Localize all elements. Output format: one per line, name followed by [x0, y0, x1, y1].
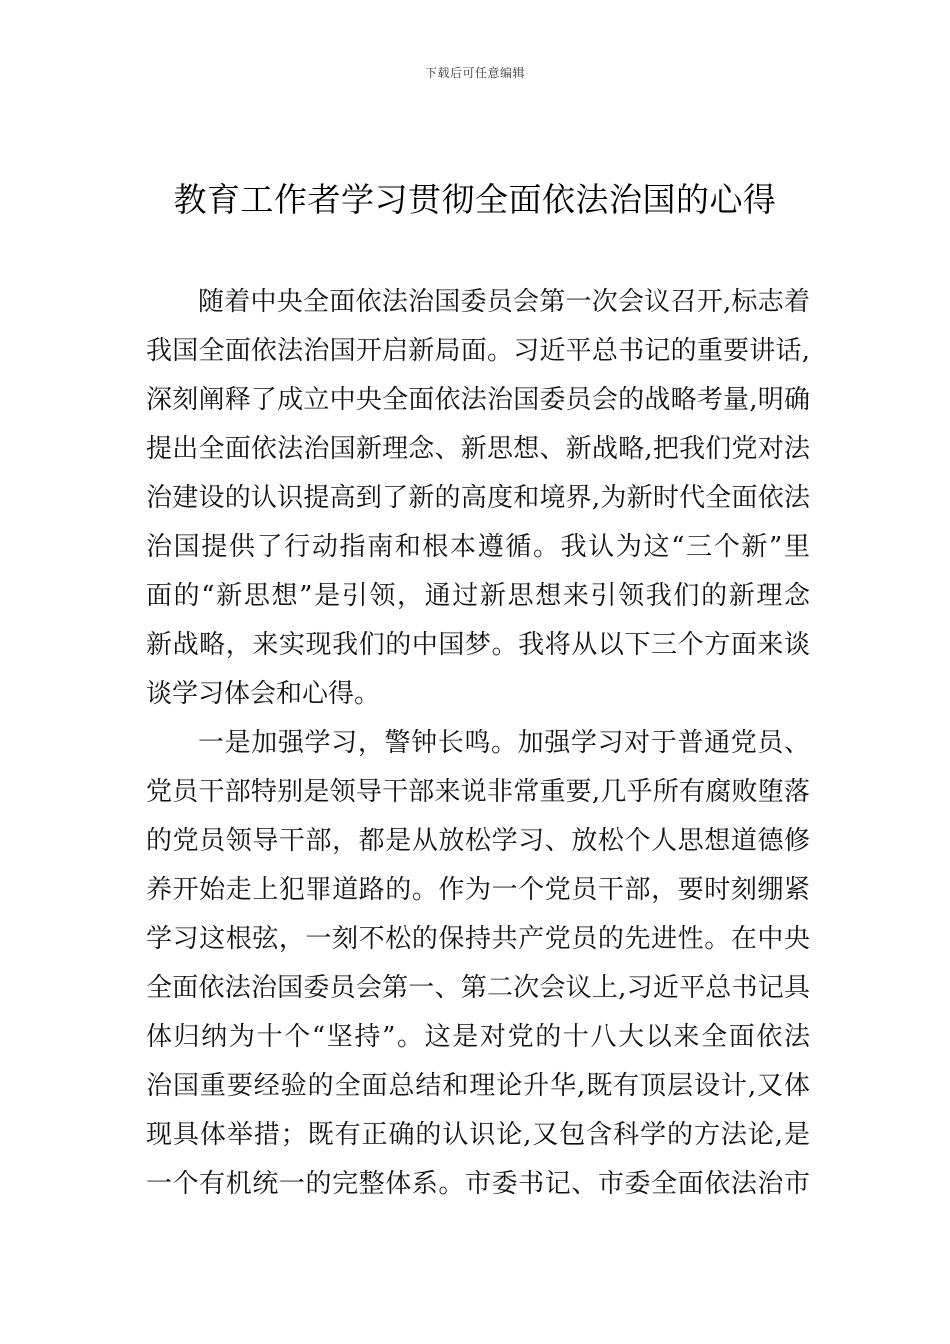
- paragraph-line: 新战略，来实现我们的中国梦。我将从以下三个方面来谈: [146, 630, 810, 660]
- paragraph-2: [146, 719, 810, 1209]
- document-title: 教育工作者学习贯彻全面依法治国的心得: [173, 180, 777, 219]
- paragraph-line: 谈学习体会和心得。: [146, 679, 381, 709]
- paragraph-line: 治国提供了行动指南和根本遵循。我认为这“三个新”里: [146, 532, 810, 562]
- paragraph-line: 一是加强学习，警钟长鸣。加强学习对于普通党员、: [198, 728, 810, 758]
- paragraph-line: 面的“新思想”是引领，通过新思想来引领我们的新理念: [146, 581, 810, 611]
- paragraph-line: 现具体举措；既有正确的认识论,又包含科学的方法论,是: [146, 1120, 810, 1150]
- paragraph-line: 学习这根弦，一刻不松的保持共产党员的先进性。在中央: [146, 924, 810, 954]
- header-note: 下载后可任意编辑: [424, 66, 525, 80]
- paragraph-line: 党员干部特别是领导干部来说非常重要,几乎所有腐败堕落: [146, 777, 810, 807]
- paragraph-line: 我国全面依法治国开启新局面。习近平总书记的重要讲话,: [146, 336, 810, 366]
- paragraph-line: 治国重要经验的全面总结和理论升华,既有顶层设计,又体: [146, 1071, 810, 1101]
- paragraph-line: 提出全面依法治国新理念、新思想、新战略,把我们党对法: [146, 434, 810, 464]
- paragraph-1: [146, 278, 810, 719]
- document-body: [146, 278, 810, 1209]
- paragraph-line: 治建设的认识提高到了新的高度和境界,为新时代全面依法: [146, 483, 810, 513]
- paragraph-line: 一个有机统一的完整体系。市委书记、市委全面依法治市: [146, 1169, 810, 1199]
- paragraph-line: 全面依法治国委员会第一、第二次会议上,习近平总书记具: [146, 973, 810, 1003]
- paragraph-line: 养开始走上犯罪道路的。作为一个党员干部，要时刻绷紧: [146, 875, 810, 905]
- paragraph-line: 随着中央全面依法治国委员会第一次会议召开,标志着: [198, 287, 810, 317]
- paragraph-line: 的党员领导干部，都是从放松学习、放松个人思想道德修: [146, 826, 810, 856]
- paragraph-line: 深刻阐释了成立中央全面依法治国委员会的战略考量,明确: [146, 385, 810, 415]
- paragraph-line: 体归纳为十个“坚持”。这是对党的十八大以来全面依法: [146, 1022, 810, 1052]
